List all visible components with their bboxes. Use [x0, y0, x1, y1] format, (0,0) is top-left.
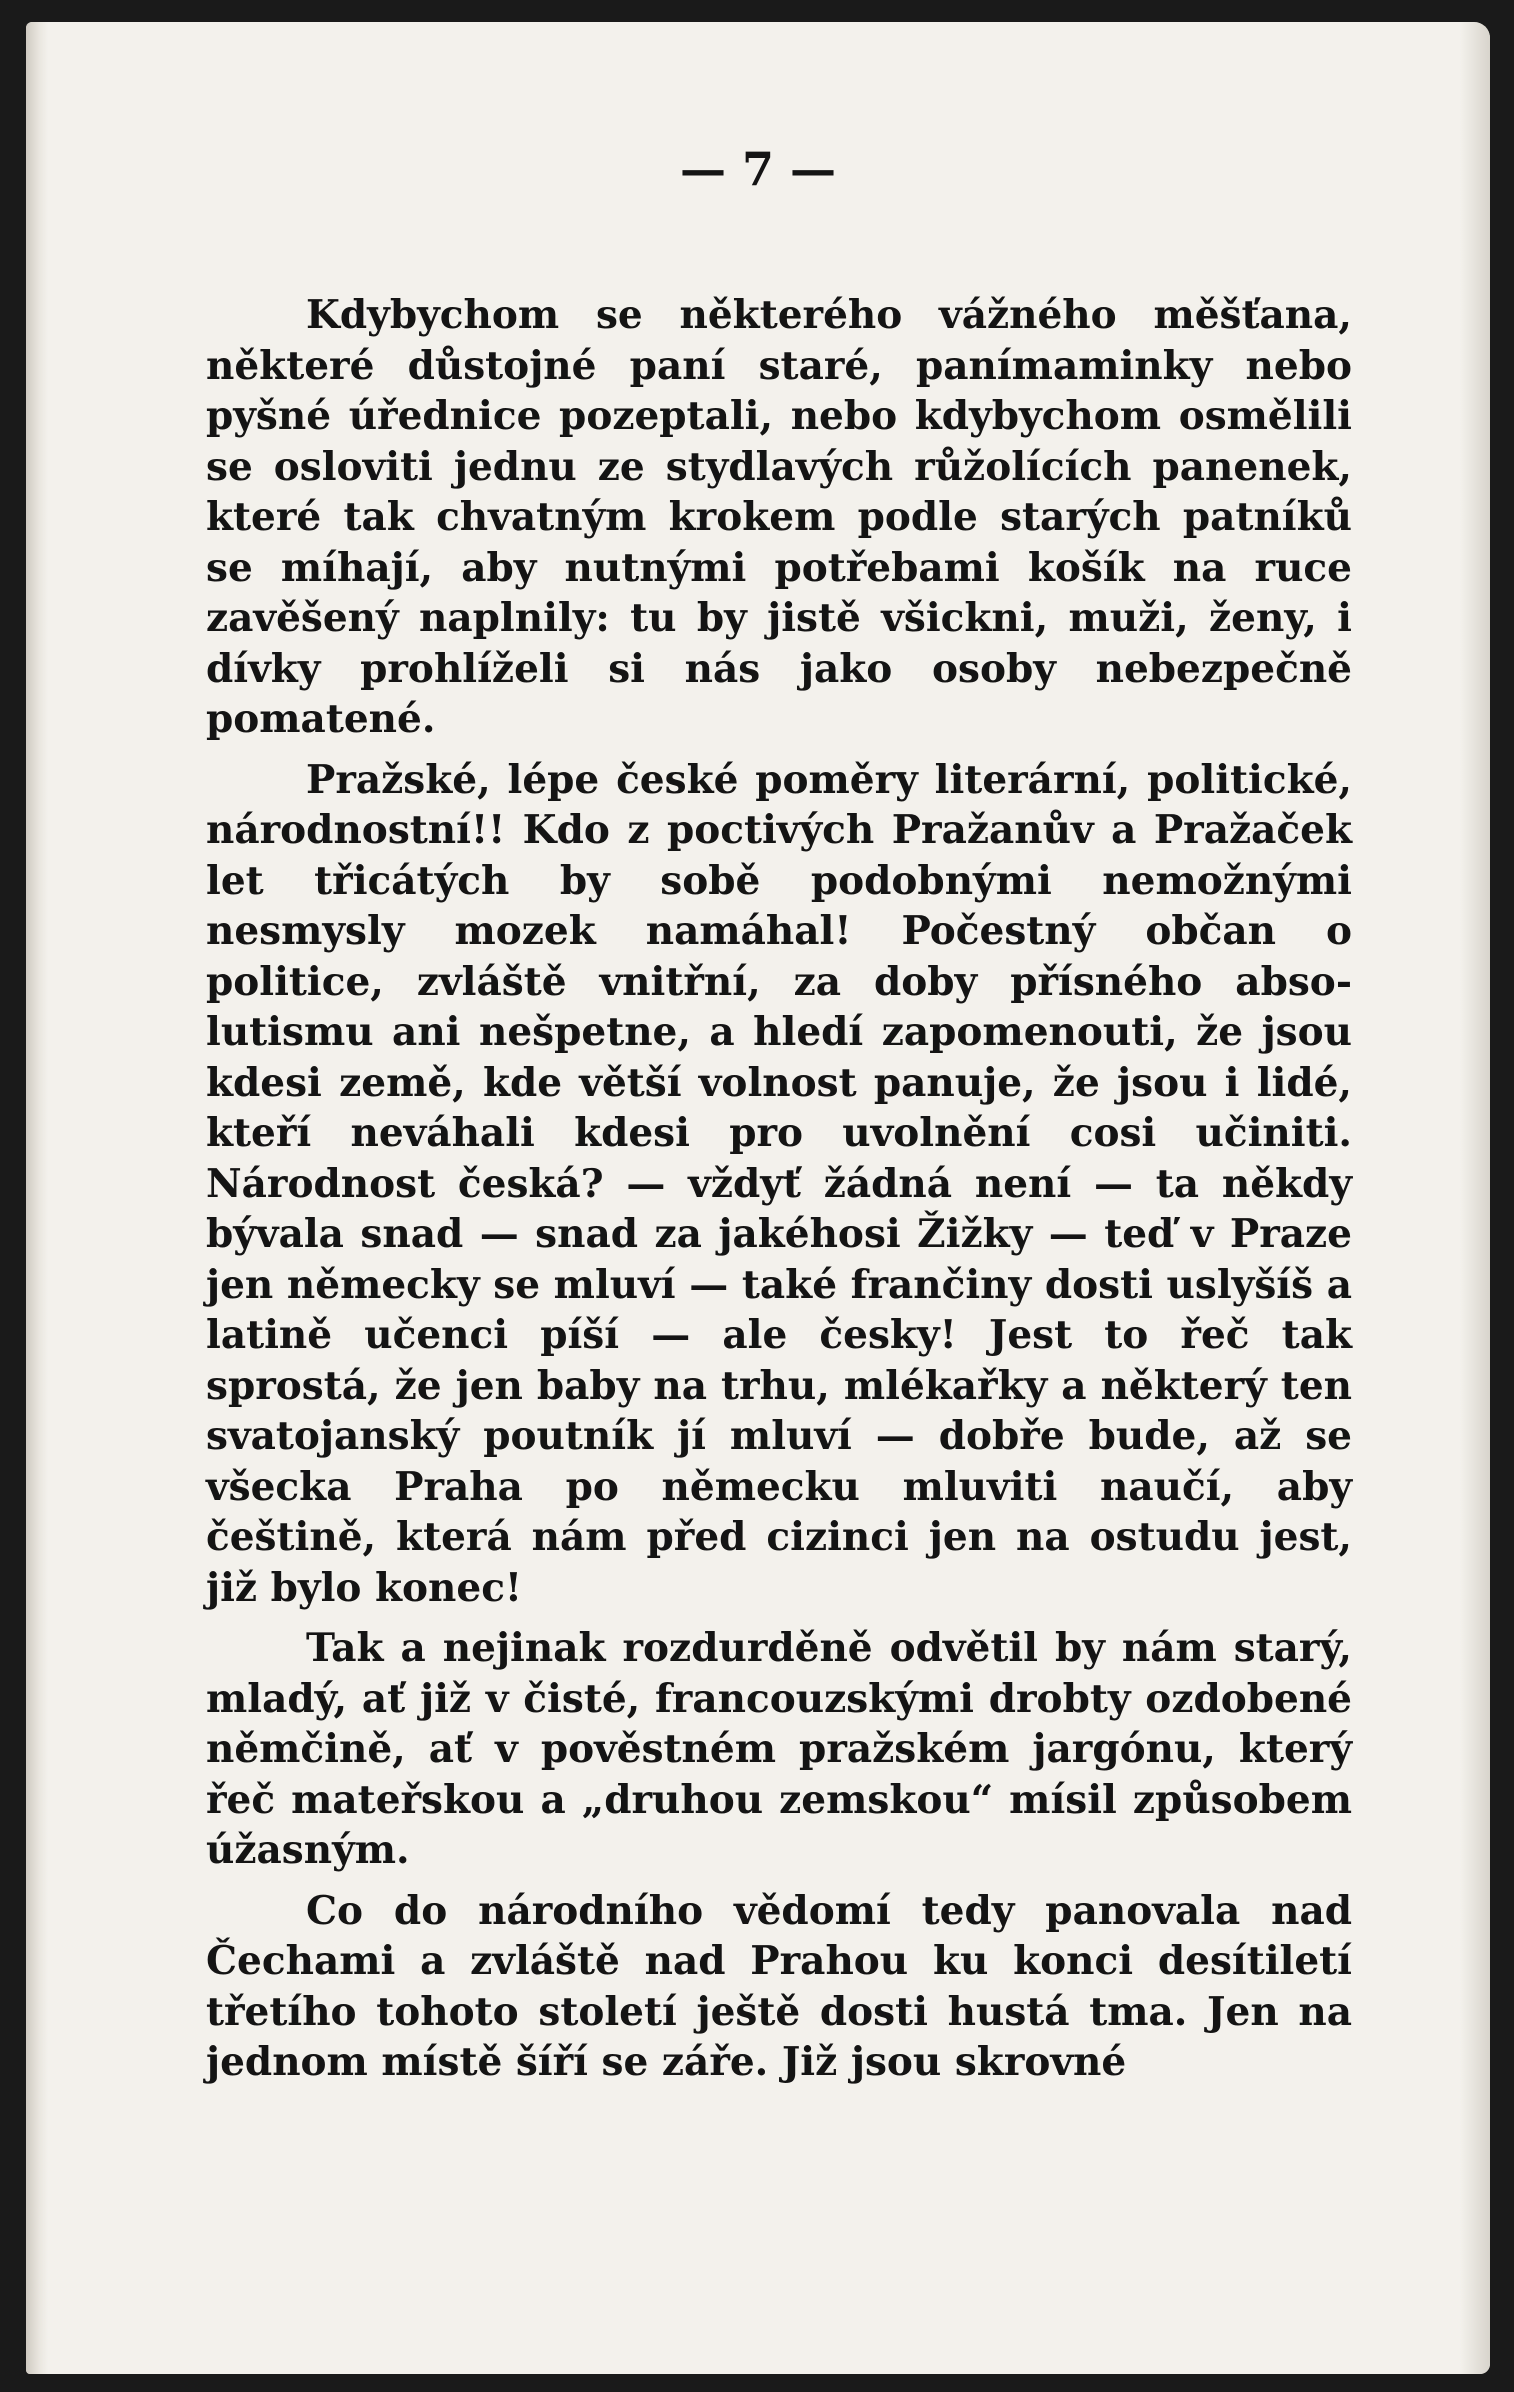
page-edge-right	[1460, 22, 1490, 2374]
page-number: — 7 —	[679, 142, 837, 196]
page-edge-left	[26, 22, 48, 2374]
paragraph-2: Pražské, lépe české poměry literární, politické, národnostní!! Kdo z poctivých Pražanův a Pražaček let třicátých by sobě podobnými nemožnými nesmysly mozek namáhal! Počestný občan o politice, zvláště vnitřní, za doby přísného absolutismu ani nešpetne, a hledí zapomenouti, že jsou kdesi země, kde větší volnost panuje, že jsou i lidé, kteří neváhali kdesi pro uvolnění cosi učiniti. Národnost česká? — vždyť žádná není — ta někdy bývala snad — snad za jakéhosi Žižky — teď v Praze jen německy se mluví — také frančiny dosti uslyšíš a latině učenci píší — ale česky! Jest to řeč tak sprostá, že jen baby na trhu, mlékařky a některý ten svatojanský poutník jí mluví — dobře bude, až se všecka Praha po německu mluviti naučí, aby češtině, která nám před cizinci jen na ostudu jest, již bylo konec!	[206, 756, 1352, 1611]
body-text	[206, 290, 1352, 2098]
paragraph-1: Kdybychom se některého vážného měšťana, některé důstojné paní staré, panímaminky nebo pyšné úřednice pozeptali, nebo kdybychom osmělili se osloviti jednu ze stydlavých růžolících panenek, které tak chvatným krokem podle starých patníků se míhají, aby nutnými potřebami košík na ruce zavěšený naplnily: tu by jistě všickni, muži, ženy, i dívky prohlíželi si nás jako osoby nebezpečně pomatené.	[206, 292, 1352, 742]
paragraph-3: Tak a nejinak rozdurděně odvětil by nám starý, mladý, ať již v čisté, francouzskými drobty ozdobené němčině, ať v pověstném pražském jargónu, který řeč mateřskou a „druhou zemskou“ mísil způsobem úžasným.	[206, 1625, 1352, 1873]
book-page	[26, 22, 1490, 2374]
paragraph-4: Co do národního vědomí tedy panovala nad Čechami a zvláště nad Prahou ku konci desítiletí třetího tohoto století ještě dosti hustá tma. Jen na jednom místě šíří se záře. Již jsou skrovné	[206, 1887, 1352, 2085]
